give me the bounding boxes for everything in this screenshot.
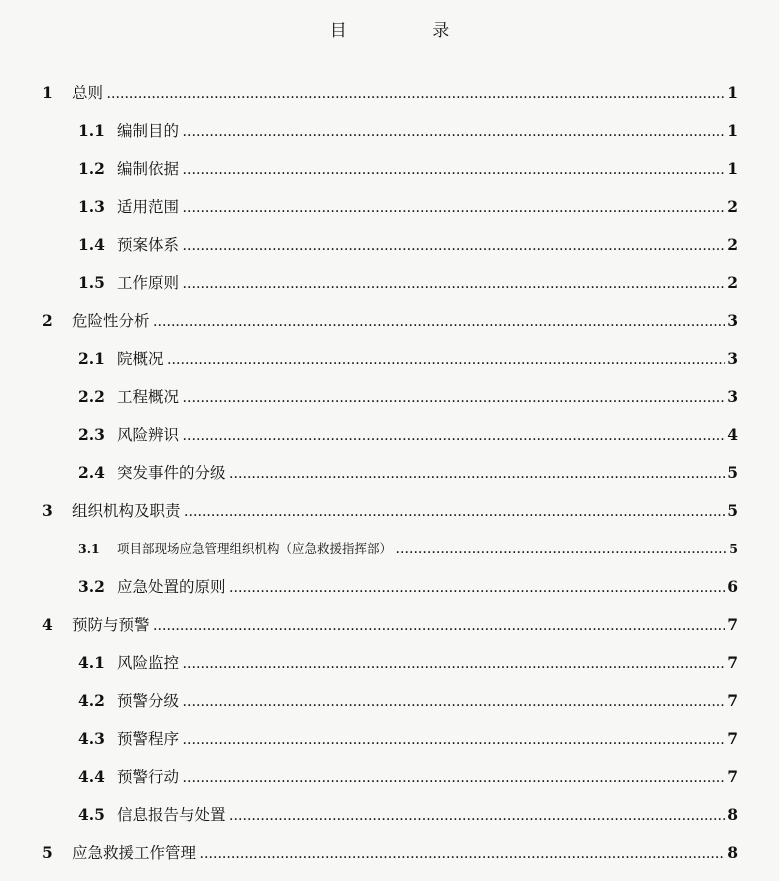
toc-entry-page: 3 bbox=[727, 349, 738, 368]
toc-entry-page: 1 bbox=[727, 83, 738, 102]
toc-entry-label: 预案体系 bbox=[117, 236, 180, 254]
toc-entry-label: 预警行动 bbox=[117, 768, 180, 786]
dot-leader bbox=[183, 271, 725, 301]
toc-entry-page: 3 bbox=[727, 311, 738, 330]
toc-entry[interactable] bbox=[42, 78, 738, 108]
toc-entry[interactable] bbox=[42, 496, 738, 526]
toc-entry-label: 信息报告与处置 bbox=[117, 806, 226, 824]
toc-entry-number: 4.4 bbox=[78, 767, 105, 786]
toc-entry-page: 5 bbox=[727, 463, 738, 482]
toc-entry[interactable] bbox=[78, 116, 738, 146]
toc-entry-page: 2 bbox=[727, 273, 738, 292]
dot-leader bbox=[396, 536, 727, 566]
toc-entry[interactable] bbox=[78, 192, 738, 222]
toc-entry[interactable] bbox=[78, 268, 738, 298]
toc-entry-label: 总则 bbox=[72, 84, 104, 102]
toc-entry-label: 应急救援工作管理 bbox=[72, 844, 197, 862]
toc-entry-number: 4.1 bbox=[78, 653, 105, 672]
dot-leader bbox=[230, 461, 726, 491]
toc-entry-label: 预警程序 bbox=[117, 730, 180, 748]
toc-entry-page: 7 bbox=[727, 653, 738, 672]
toc-entry-page: 5 bbox=[727, 501, 738, 520]
toc-entry-page: 7 bbox=[727, 691, 738, 710]
toc-entry-page: 3 bbox=[727, 387, 738, 406]
toc-entry-label: 适用范围 bbox=[117, 198, 180, 216]
dot-leader bbox=[183, 119, 725, 149]
toc-entry-page: 7 bbox=[727, 615, 738, 634]
toc-entry-label: 项目部现场应急管理组织机构（应急救援指挥部） bbox=[117, 541, 393, 556]
toc-entry-page: 6 bbox=[727, 577, 738, 596]
toc-entry-number: 2 bbox=[42, 311, 53, 330]
toc-entry-label: 组织机构及职责 bbox=[72, 502, 181, 520]
dot-leader bbox=[183, 423, 725, 453]
toc-entry-page: 8 bbox=[727, 805, 738, 824]
toc-entry-label: 风险辨识 bbox=[117, 426, 180, 444]
toc-entry-label: 编制目的 bbox=[117, 122, 180, 140]
toc-entry[interactable] bbox=[78, 572, 738, 602]
toc-entry[interactable] bbox=[78, 762, 738, 792]
dot-leader bbox=[154, 309, 726, 339]
toc-entry-label: 风险监控 bbox=[117, 654, 180, 672]
toc-entry-number: 2.4 bbox=[78, 463, 105, 482]
toc-entry[interactable] bbox=[78, 382, 738, 412]
toc-entry-label: 应急处置的原则 bbox=[117, 578, 226, 596]
toc-entry-label: 突发事件的分级 bbox=[117, 464, 226, 482]
toc-entry[interactable] bbox=[78, 420, 738, 450]
toc-entry-number: 3.2 bbox=[78, 577, 105, 596]
dot-leader bbox=[230, 575, 726, 605]
toc-entry[interactable] bbox=[78, 534, 738, 564]
toc-entry-number: 4.3 bbox=[78, 729, 105, 748]
toc-entry-number: 2.2 bbox=[78, 387, 105, 406]
dot-leader bbox=[230, 803, 726, 833]
toc-entry-number: 2.1 bbox=[78, 349, 105, 368]
toc-entry[interactable] bbox=[78, 344, 738, 374]
dot-leader bbox=[183, 765, 725, 795]
toc-entry[interactable] bbox=[42, 838, 738, 868]
toc-entry[interactable] bbox=[78, 648, 738, 678]
toc-entry-page: 5 bbox=[729, 541, 738, 556]
toc-entry-number: 1.2 bbox=[78, 159, 105, 178]
dot-leader bbox=[107, 81, 725, 111]
toc-entry[interactable] bbox=[78, 686, 738, 716]
dot-leader bbox=[183, 233, 725, 263]
toc-entry-label: 工程概况 bbox=[117, 388, 180, 406]
dot-leader bbox=[183, 651, 725, 681]
toc-entry-label: 预警分级 bbox=[117, 692, 180, 710]
toc-entry-number: 4.2 bbox=[78, 691, 105, 710]
page-title: 目 录 bbox=[329, 21, 490, 41]
dot-leader bbox=[183, 195, 725, 225]
toc-entry-page: 2 bbox=[727, 197, 738, 216]
dot-leader bbox=[183, 385, 725, 415]
toc-entry[interactable] bbox=[42, 610, 738, 640]
toc-entry-number: 4.5 bbox=[78, 805, 105, 824]
toc-entry-number: 2.3 bbox=[78, 425, 105, 444]
toc-entry-number: 1.3 bbox=[78, 197, 105, 216]
toc-entry-number: 3.1 bbox=[78, 541, 100, 556]
toc-entry-label: 工作原则 bbox=[117, 274, 180, 292]
toc-entry-number: 1 bbox=[42, 83, 53, 102]
dot-leader bbox=[168, 347, 726, 377]
toc-entry-page: 7 bbox=[727, 729, 738, 748]
toc-entry-page: 7 bbox=[727, 767, 738, 786]
toc-entry-number: 4 bbox=[42, 615, 53, 634]
toc-entry[interactable] bbox=[78, 458, 738, 488]
toc-entry[interactable] bbox=[78, 724, 738, 754]
toc-entry-page: 8 bbox=[727, 843, 738, 862]
toc-entry-number: 3 bbox=[42, 501, 53, 520]
dot-leader bbox=[154, 613, 726, 643]
dot-leader bbox=[183, 689, 725, 719]
toc-entry-label: 预防与预警 bbox=[72, 616, 150, 634]
toc-entry[interactable] bbox=[78, 154, 738, 184]
toc-entry-page: 1 bbox=[727, 159, 738, 178]
toc-entry[interactable] bbox=[78, 230, 738, 260]
toc-entry-number: 1.5 bbox=[78, 273, 105, 292]
toc-entry[interactable] bbox=[78, 800, 738, 830]
toc-entry-page: 1 bbox=[727, 121, 738, 140]
toc-entry-page: 2 bbox=[727, 235, 738, 254]
dot-leader bbox=[183, 157, 725, 187]
toc-entry-number: 1.4 bbox=[78, 235, 105, 254]
toc-entry-label: 院概况 bbox=[117, 350, 164, 368]
toc-entry-number: 5 bbox=[42, 843, 53, 862]
dot-leader bbox=[183, 727, 725, 757]
dot-leader bbox=[185, 499, 726, 529]
toc-entry[interactable] bbox=[42, 306, 738, 336]
toc-entry-label: 危险性分析 bbox=[72, 312, 150, 330]
toc-entry-number: 1.1 bbox=[78, 121, 105, 140]
toc-entry-page: 4 bbox=[727, 425, 738, 444]
toc-entry-label: 编制依据 bbox=[117, 160, 180, 178]
dot-leader bbox=[200, 841, 725, 871]
